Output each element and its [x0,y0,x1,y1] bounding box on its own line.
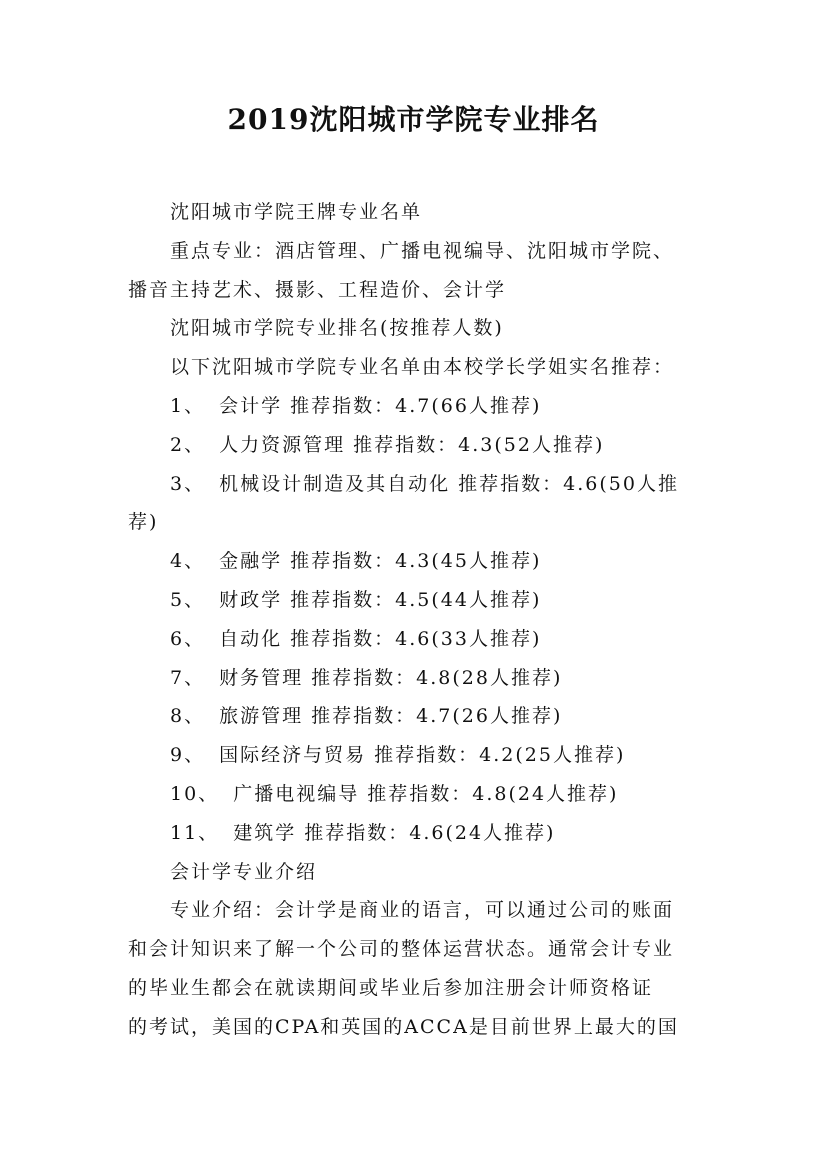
key-majors-line-1: 重点专业：酒店管理、广播电视编导、沈阳城市学院、 [170,239,675,262]
ranking-item [128,659,713,698]
ranking-number: 6、 [170,627,206,650]
ranking-text: 财务管理 推荐指数：4.8(28人推荐) [219,666,563,689]
section-heading-accounting: 会计学专业介绍 [170,860,318,883]
ranking-item [128,542,713,581]
ranking-number: 4、 [170,550,206,573]
ranking-text: 广播电视编导 推荐指数：4.8(24人推荐) [233,782,619,805]
ranking-item [128,814,713,853]
section-heading-top-majors: 沈阳城市学院王牌专业名单 [170,201,423,223]
ranking-text: 人力资源管理 推荐指数：4.3(52人推荐) [219,433,605,456]
ranking-number: 3、 [170,472,206,495]
ranking-text: 财政学 推荐指数：4.5(44人推荐) [219,588,542,611]
document-body [128,193,713,1047]
ranking-number: 7、 [170,666,206,689]
ranking-item-continuation: 荐) [128,511,159,534]
ranking-number: 2、 [170,433,206,456]
ranking-number: 5、 [170,588,206,611]
ranking-number: 10、 [170,782,220,805]
ranking-text: 机械设计制造及其自动化 推荐指数：4.6(50人推 [219,472,679,495]
ranking-number: 1、 [170,394,206,417]
section-heading-ranking: 沈阳城市学院专业排名(按推荐人数) [170,317,504,340]
key-majors-line-2: 播音主持艺术、摄影、工程造价、会计学 [128,278,507,301]
ranking-item [128,465,713,504]
ranking-item [128,426,713,465]
ranking-item [128,581,713,620]
ranking-item [128,775,713,814]
ranking-item [128,736,713,775]
ranking-text: 旅游管理 推荐指数：4.7(26人推荐) [219,705,563,728]
ranking-text: 自动化 推荐指数：4.6(33人推荐) [219,627,542,650]
ranking-item [128,697,713,736]
paragraph-line: 和会计知识来了解一个公司的整体运营状态。通常会计专业 [128,938,675,961]
paragraph-line: 专业介绍：会计学是商业的语言，可以通过公司的账面 [170,899,675,922]
paragraph-line: 的毕业生都会在就读期间或毕业后参加注册会计师资格证 [128,976,654,999]
ranking-number: 11、 [170,821,220,844]
ranking-text: 建筑学 推荐指数：4.6(24人推荐) [233,821,556,844]
ranking-number: 9、 [170,744,206,767]
ranking-item [128,387,713,426]
ranking-intro: 以下沈阳城市学院专业名单由本校学长学姐实名推荐： [170,356,675,379]
ranking-number: 8、 [170,705,206,728]
ranking-text: 国际经济与贸易 推荐指数：4.2(25人推荐) [219,744,626,767]
ranking-text: 金融学 推荐指数：4.3(45人推荐) [219,550,542,573]
document-title: 2019沈阳城市学院专业排名 [227,103,600,136]
ranking-item [128,620,713,659]
ranking-text: 会计学 推荐指数：4.7(66人推荐) [219,394,542,417]
paragraph-line: 的考试，美国的CPA和英国的ACCA是目前世界上最大的国 [128,1015,679,1038]
